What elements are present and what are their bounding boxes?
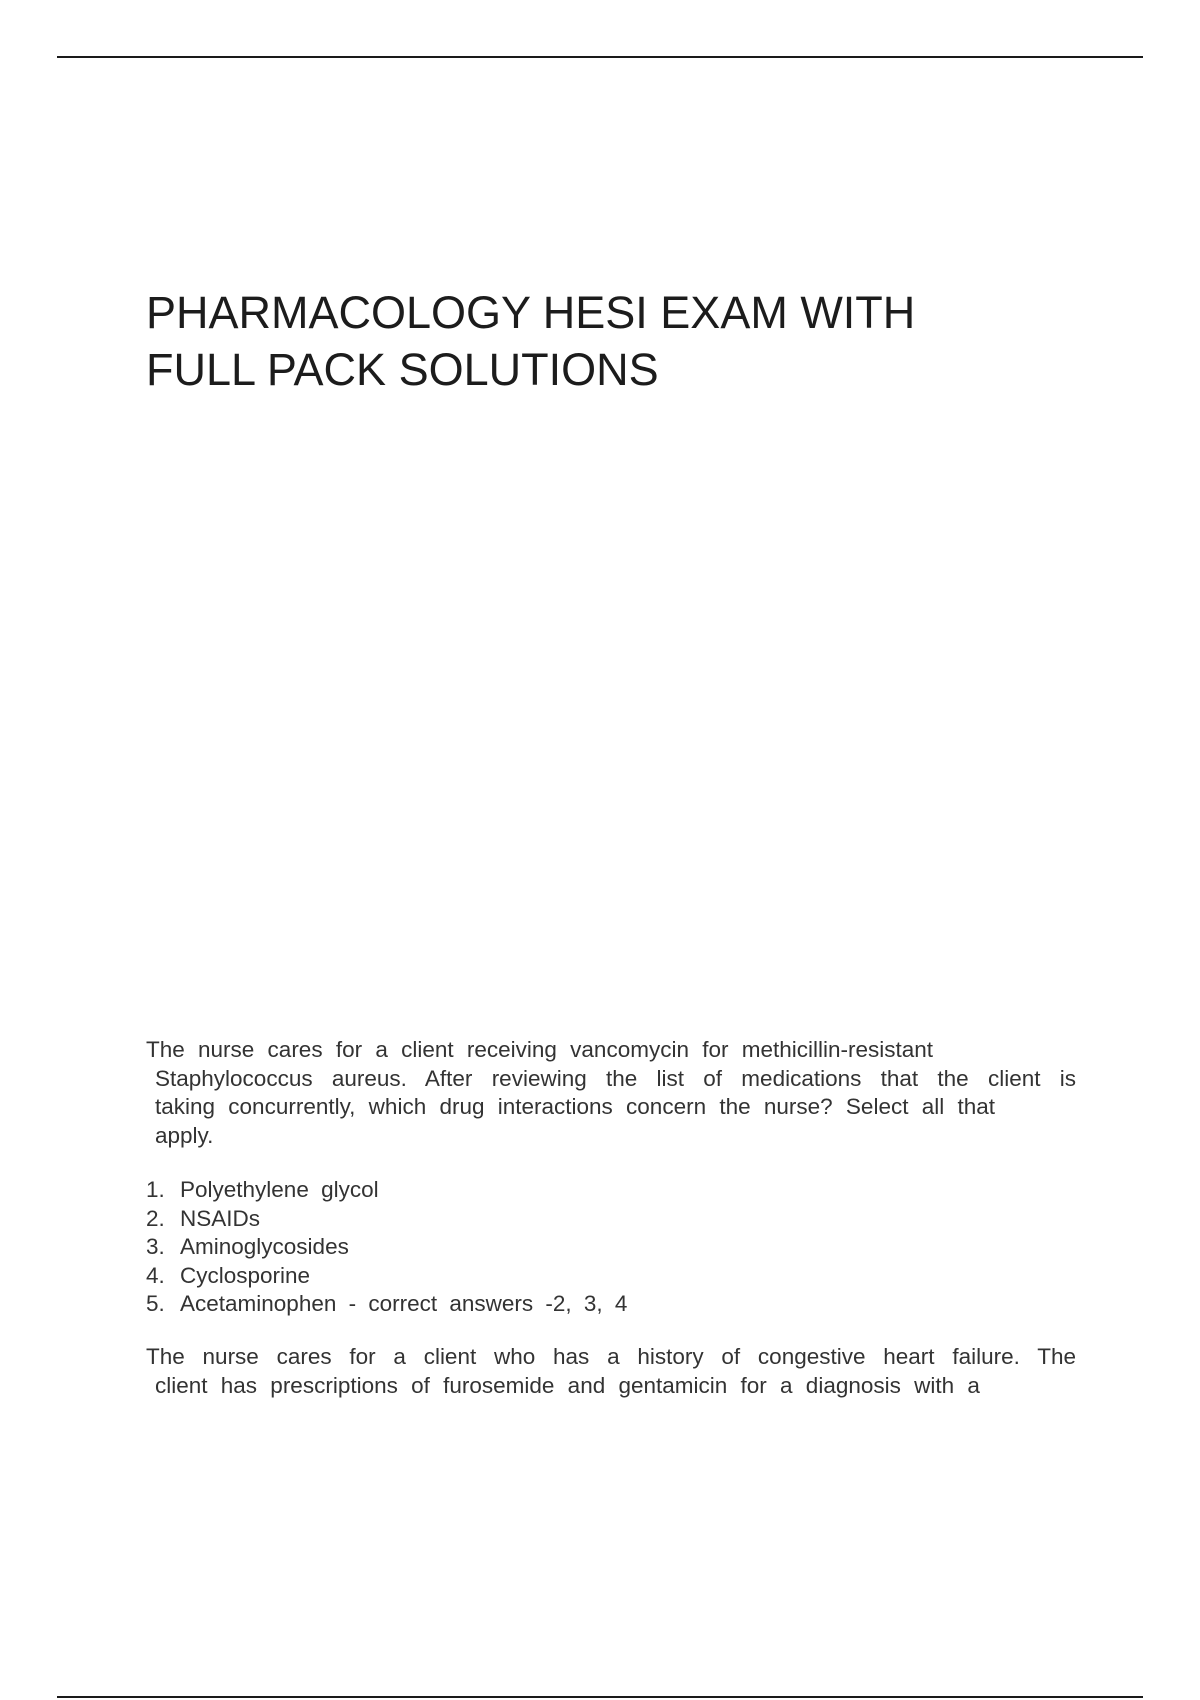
option-number: 1.	[146, 1177, 165, 1202]
option-item	[146, 1290, 1076, 1319]
option-text: Aminoglycosides	[180, 1234, 349, 1259]
question-1-line: apply.	[155, 1122, 214, 1148]
question-1-line: The nurse cares for a client receiving vancomycin for methicillin-resistant	[146, 1037, 934, 1062]
option-item	[146, 1176, 1076, 1205]
question-2-line: The nurse cares for a client who has a history of congestive heart failure. The	[146, 1344, 1076, 1369]
option-number: 4.	[146, 1262, 165, 1288]
title-line-1: PHARMACOLOGY HESI EXAM WITH	[146, 287, 916, 338]
option-number: 2.	[146, 1205, 165, 1231]
option-text: Polyethylene glycol	[180, 1177, 379, 1202]
option-number: 5.	[146, 1291, 165, 1316]
question-1-line: Staphylococcus aureus. After reviewing the list of medications that the client is	[155, 1065, 1076, 1091]
option-text: Cyclosporine	[180, 1262, 311, 1288]
option-text: Acetaminophen - correct answers -2, 3, 4	[180, 1291, 628, 1316]
footer-rule	[57, 1696, 1143, 1698]
question-1-line: taking concurrently, which drug interactions concern the nurse? Select all that	[155, 1094, 995, 1119]
option-number: 3.	[146, 1234, 165, 1259]
question-2-stem	[146, 1343, 1076, 1400]
option-item	[146, 1262, 1076, 1291]
option-item	[146, 1205, 1076, 1234]
header-rule	[57, 56, 1143, 58]
option-text: NSAIDs	[180, 1205, 261, 1231]
question-1-stem	[146, 1036, 1076, 1150]
question-2-line: client has prescriptions of furosemide and gentamicin for a diagnosis with a	[155, 1372, 980, 1398]
question-1-options	[146, 1176, 1076, 1319]
title-line-2: FULL PACK SOLUTIONS	[146, 344, 659, 395]
document-title	[146, 284, 1126, 398]
option-item	[146, 1233, 1076, 1262]
